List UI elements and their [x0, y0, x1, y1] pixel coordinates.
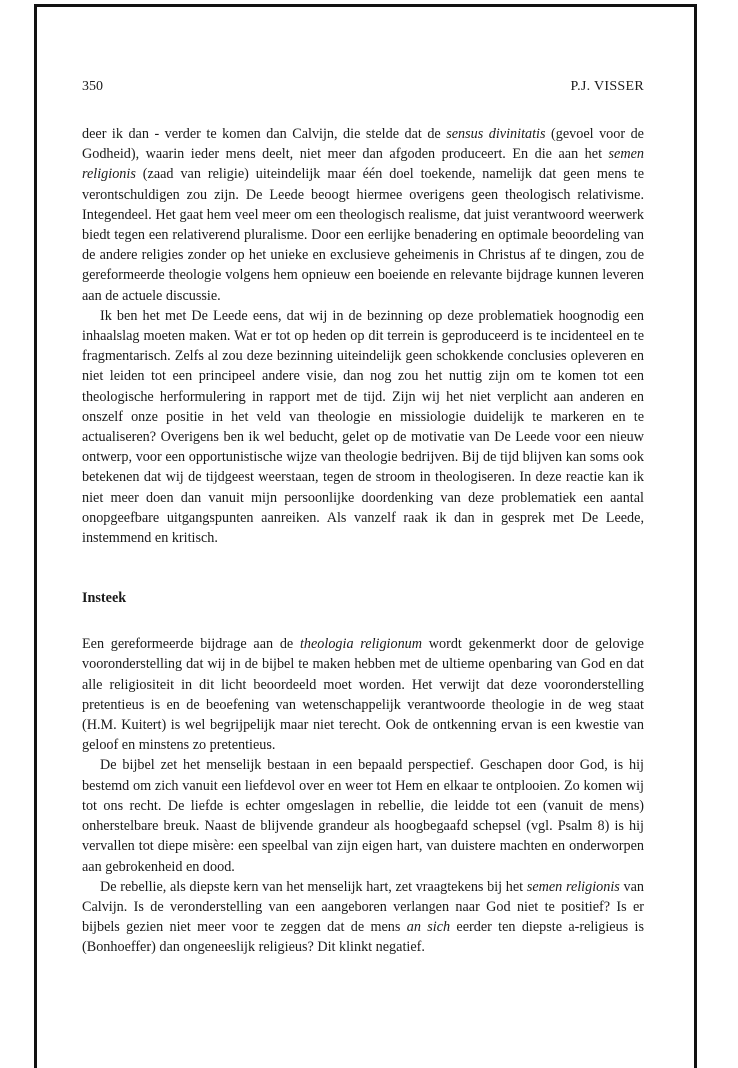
body-text-part2: [82, 634, 644, 957]
italic-term: theologia religionum: [299, 636, 423, 653]
text-run: De bijbel zet het menselijk bestaan in een bepaald perspectief. Geschapen door God, is hij bestemd om zich vanuit een liefdevol over en weer tot Hem en elkaar te ontplooien. Zo komen wij tot ons recht. De liefde is echter omgeslagen in rebellie, die leidde tot een (vanuit de mens) onherstelbare breuk. Naast de blijvende grandeur als hoogbegaafd schepsel (vgl. Psalm 8) is hij vervallen tot diepe misère: een speelbal van zijn eigen hart, van duistere machten en onderworpen aan gebrokenheid en dood.: [82, 757, 644, 875]
paragraph: [82, 755, 644, 876]
italic-term: semen religionis: [82, 146, 644, 183]
text-run: van Calvijn. Is de veronderstelling van een aangeboren verlangen naar God niet te positief? Is er bijbels gezien niet meer voor te zeggen dat de mens: [82, 878, 644, 936]
text-run: wordt gekenmerkt door de gelovige vooronderstelling dat wij in de bijbel te maken hebben met de ultieme openbaring van God en dat alle religiositeit in dit licht beoordeeld moet worden. Het verwijt dat deze vooronderstelling pretentieus is en de beoefening van wetenschappelijk verantwoorde theologie in de weg staat (H.M. Kuitert) is wel begrijpelijk maar niet terecht. Ook de ontkenning ervan is een kwestie van geloof en minstens zo pretentieus.: [82, 636, 644, 754]
paragraph: [82, 877, 644, 958]
text-run: deer ik dan - verder te komen dan Calvijn, die stelde dat de: [82, 126, 447, 142]
paragraph: [82, 634, 644, 755]
scan-border-left: [34, 4, 37, 1068]
text-run: Een gereformeerde bijdrage aan de: [82, 636, 300, 653]
page-number: 350: [82, 79, 103, 94]
scan-border-right: [694, 4, 697, 1068]
italic-term: an sich: [406, 919, 451, 936]
book-page: [82, 78, 644, 958]
text-run: (zaad van religie) uiteindelijk maar één doel toekende, namelijk dat geen mens te verontschuldigen zou zijn. De Leede beoogt hiermee overigens geen theologisch relativisme. Integendeel. Het gaat hem veel meer om een theologisch realisme, dat juist verantwoord weerwerk biedt tegen een relativerend pluralisme. Door een eerlijke benadering en optimale beoordeling van de andere religies zonder op het unieke en exclusieve geheimenis in Christus af te dingen, zou de gereformeerde theologie volgens hem opnieuw een boeiende en relevante bijdrage kunnen leveren aan de actuele discussie.: [82, 166, 644, 304]
running-head-author: P.J. VISSER: [570, 79, 644, 94]
text-run: De rebellie, als diepste kern van het menselijk hart, zet vraagtekens bij het: [100, 878, 527, 895]
paragraph: [82, 306, 644, 548]
running-head: [82, 78, 644, 96]
paragraph: [82, 124, 644, 306]
scan-border-top: [34, 4, 696, 7]
section-heading: Insteek: [82, 590, 127, 607]
text-run: eerder ten diepste a-religieus is (Bonhoeffer) dan ongeneeslijk religieus? Dit klinkt negatief.: [82, 919, 644, 956]
italic-term: semen religionis: [526, 878, 620, 895]
italic-term: sensus divinitatis: [446, 126, 546, 142]
body-text-part1: [82, 124, 644, 548]
text-run: (gevoel voor de Godheid), waarin ieder mens deelt, niet meer dan afgoden produceert. En die aan het: [82, 126, 644, 163]
text-run: Ik ben het met De Leede eens, dat wij in de bezinning op deze problematiek hoognodig een inhaalslag moeten maken. Wat er tot op heden op dit terrein is geproduceerd is te incidenteel en te fragmentarisch. Zelfs al zou deze bezinning uiteindelijk geen schokkende conclusies opleveren en niet leiden tot een principeel andere visie, dan nog zou het nuttig zijn om te komen tot een theologische herformulering in rapport met de tijd. Zijn wij het niet verplicht aan anderen en onszelf onze positie in het veld van theologie en missiologie duidelijk te markeren en te actualiseren? Overigens ben ik wel beducht, gelet op de motivatie van De Leede voor een nieuw ontwerp, voor een opportunistische wijze van theologie bedrijven. Bij de tijd blijven kan soms ook betekenen dat wij de tijdgeest weerstaan, tegen de stroom in theologiseren. In deze reactie kan ik niet meer doen dan vanuit mijn persoonlijke doordenking van deze problematiek een aantal onopgeefbare uitgangspunten aanreiken. Als vanzelf raak ik dan in gesprek met De Leede, instemmend en kritisch.: [82, 307, 644, 547]
